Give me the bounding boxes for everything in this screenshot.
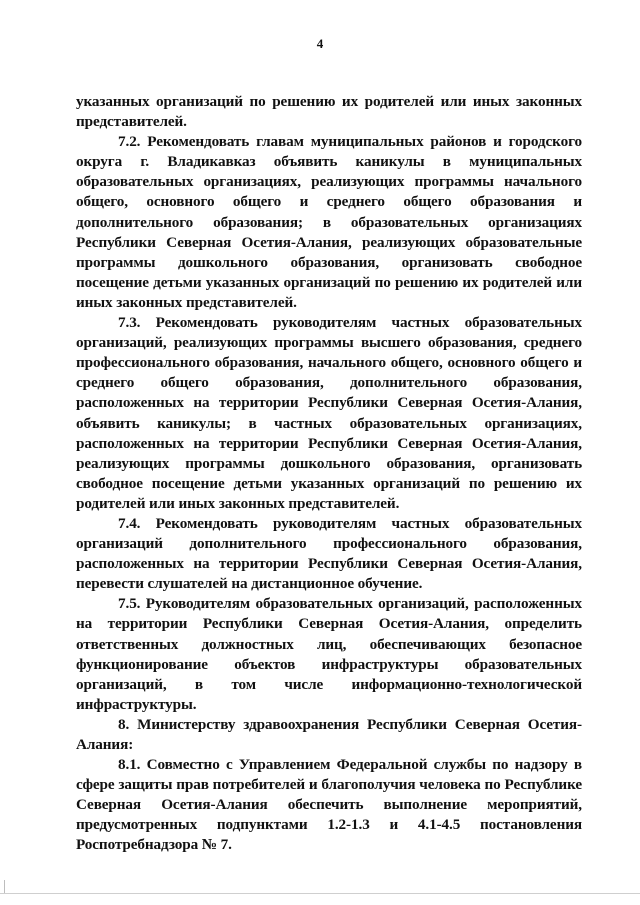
paragraph-8-1: 8.1. Совместно с Управлением Федеральной службы по надзору в сфере защиты прав потребителей и благополучия человека по Республике Северная Осетия-Алания обеспечить выполнение мероприятий, предусмотренных подпунктами 1.2-1.3 и 4.1-4.5 постановления Роспотребнадзора № 7. [76, 756, 582, 854]
paragraph-8: 8. Министерству здравоохранения Республики Северная Осетия-Алания: [76, 715, 582, 753]
scan-edge-mark [4, 880, 5, 894]
scan-bottom-edge [0, 893, 640, 894]
paragraph-7-1-continuation: указанных организаций по решению их родителей или иных законных представителей. [76, 93, 582, 131]
paragraph-7-4: 7.4. Рекомендовать руководителям частных образовательных организаций дополнительного профессионального образования, расположенных на территории Республики Северная Осетия-Алания, перевести слушателей на дистанционное обучение. [76, 514, 582, 593]
page-number: 4 [316, 36, 324, 51]
document-body [76, 92, 582, 856]
paragraph-7-5: 7.5. Руководителям образовательных организаций, расположенных на территории Республики Северная Осетия-Алания, определить ответственных должностных лиц, обеспечивающих безопасное функционирование объектов инфраструктуры образовательных организаций, в том числе информационно-технологической инфраструктуры. [76, 595, 582, 713]
paragraph-7-2: 7.2. Рекомендовать главам муниципальных районов и городского округа г. Владикавказ объявить каникулы в муниципальных образовательных организациях, реализующих программы начального общего, основного общего и среднего общего образования и дополнительного образования; в образовательных организациях Республики Северная Осетия-Алания, реализующих образовательные программы дошкольного образования, организовать свободное посещение детьми указанных организаций по решению их родителей или иных законных представителей. [76, 133, 582, 311]
paragraph-7-3: 7.3. Рекомендовать руководителям частных образовательных организаций, реализующих программы высшего образования, среднего профессионального образования, начального общего, основного общего и среднего общего образования, дополнительного образования, расположенных на территории Республики Северная Осетия-Алания, объявить каникулы; в частных образовательных организациях, расположенных на территории Республики Северная Осетия-Алания, реализующих программы дошкольного образования, организовать свободное посещение детьми указанных организаций по решению их родителей или иных законных представителей. [76, 314, 582, 512]
